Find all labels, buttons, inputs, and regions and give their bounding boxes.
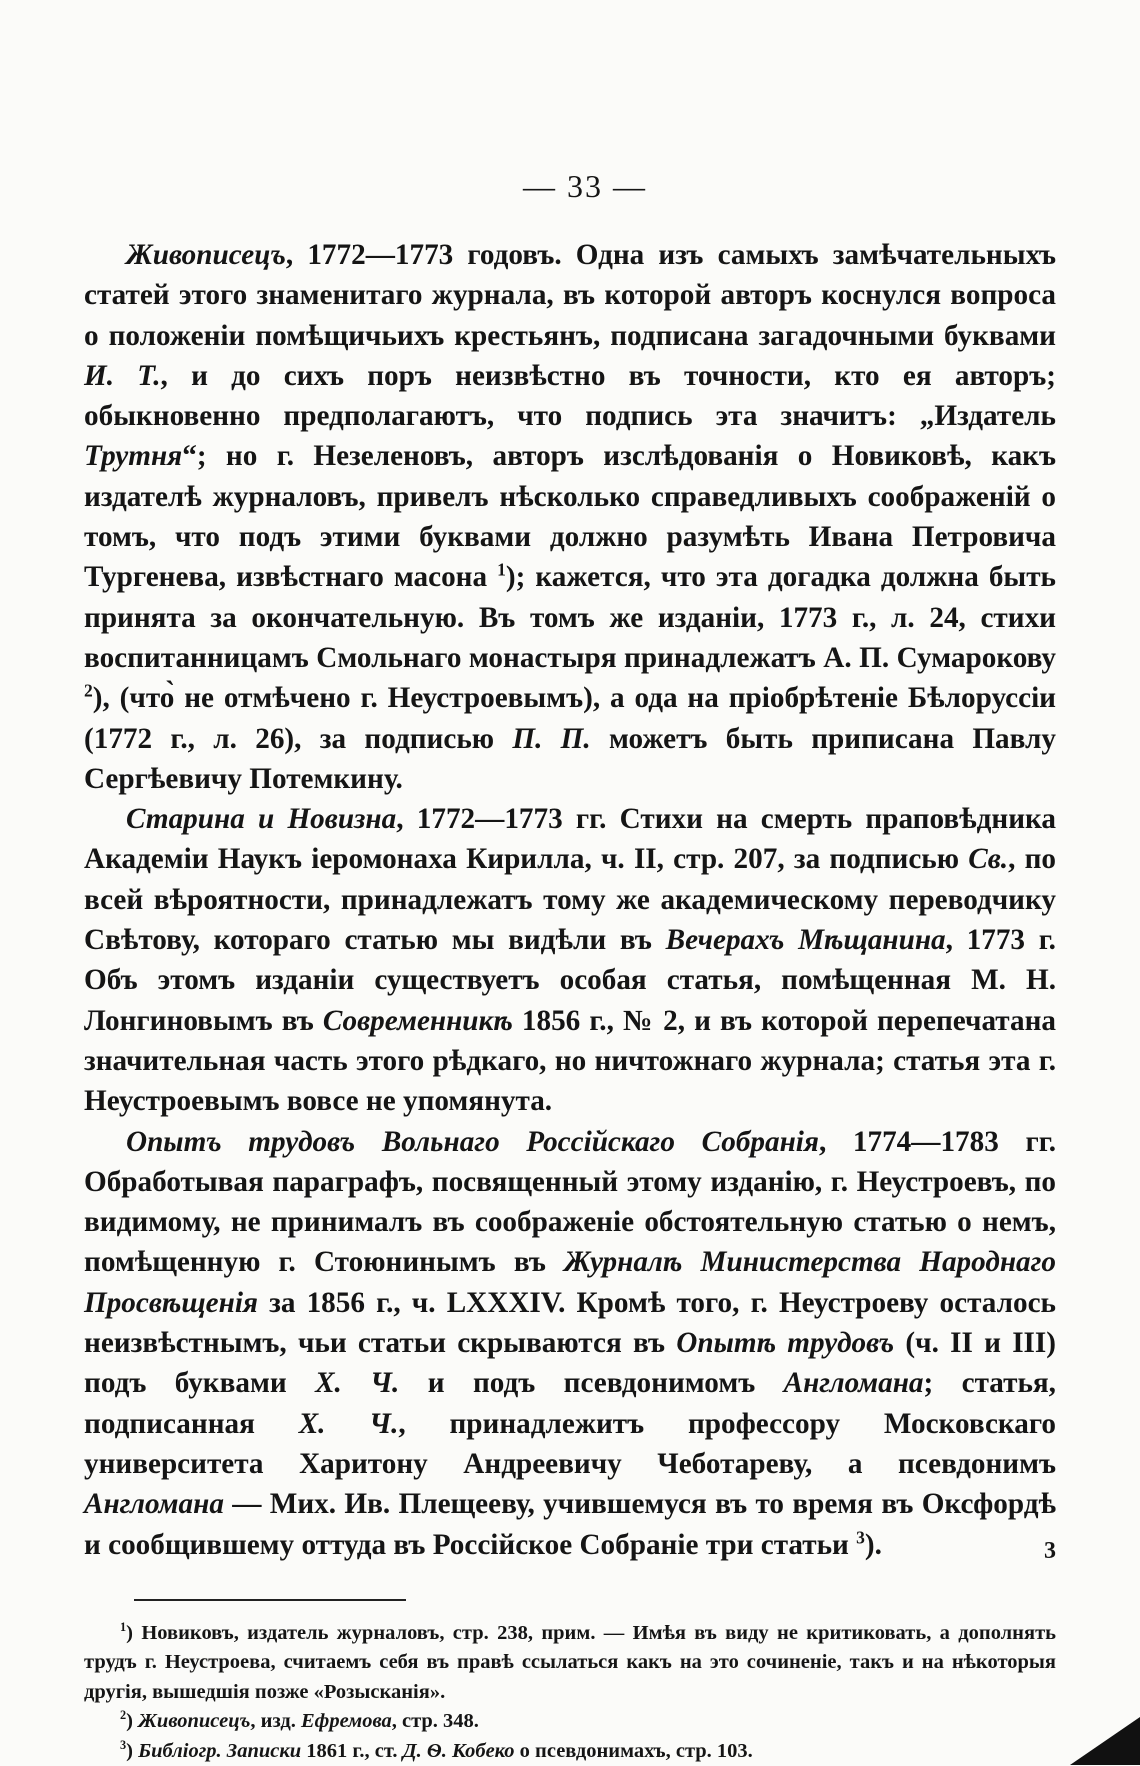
italic-title: Д. Ѳ. Кобеко xyxy=(402,1739,515,1762)
signature-mark: 3 xyxy=(1044,1538,1056,1564)
footnote-ref: 2 xyxy=(120,1708,127,1723)
text-run: о псевдонимахъ, стр. 103. xyxy=(514,1739,753,1762)
italic-title: Библіогр. Записки xyxy=(138,1739,302,1762)
italic-title: Старина и Новизна xyxy=(126,803,397,836)
text-run: (ч. II и III) подъ буквами xyxy=(84,1327,1056,1400)
italic-title: Вечерахъ Мѣщанина xyxy=(665,924,946,957)
page-number: — 33 — xyxy=(523,168,647,204)
italic-title: И. Т. xyxy=(84,359,161,392)
italic-title: Живописецъ xyxy=(126,239,286,271)
text-run: за 1856 г., ч. LXXXIV. Кромѣ того, г. Неустроеву осталось неизвѣстнымъ, чьи статьи скрываются въ xyxy=(84,1286,1056,1360)
text-run: , и до сихъ поръ неизвѣстно въ точности, кто ея авторъ; обыкновенно предполагаютъ, что подпись эта значитъ: „Издатель xyxy=(84,359,1056,433)
text-run: ). xyxy=(864,1528,882,1561)
page-corner-shadow xyxy=(1070,1717,1140,1765)
text-run: , 1773 г. Объ этомъ изданіи существуетъ особая статья, помѣщенная М. Н. Лонгиновымъ въ xyxy=(84,924,1056,1037)
text-run: , 1772—1773 гг. Стихи на смерть праповѣдника Академіи Наукъ іеромонаха Кирилла, ч. II, стр. 207, за подписью xyxy=(84,803,1056,876)
paragraph xyxy=(84,799,1056,1121)
footnotes xyxy=(84,1619,1056,1766)
italic-title: Англомана xyxy=(783,1367,924,1400)
text-run: , изд. xyxy=(250,1710,301,1733)
text-run: , 1772—1773 годовъ. Одна изъ самыхъ замѣчательныхъ статей этого знаменитаго журнала, въ которой авторъ коснулся вопроса о положеніи помѣщичьихъ крестьянъ, подписана загадочными буквами xyxy=(84,239,1056,352)
footnote-ref: 2 xyxy=(84,680,93,701)
text-run: ) Новиковъ, издатель журналовъ, стр. 238, прим. — Имѣя въ виду не критиковать, а дополнять трудъ г. Неустроева, считаемъ себя въ правѣ ссылаться какъ на это сочиненіе, такъ и на нѣкоторыя другія, вышедшія позже «Розысканія». xyxy=(84,1621,1056,1703)
text-run: ) xyxy=(126,1710,139,1733)
footnote-divider xyxy=(134,1599,406,1601)
italic-title: Х. Ч. xyxy=(315,1367,400,1400)
text-run: 1861 г., ст. xyxy=(301,1739,403,1762)
italic-title: Опытѣ трудовъ xyxy=(676,1327,895,1360)
paragraph xyxy=(84,235,1056,799)
footnote xyxy=(84,1737,1056,1766)
text-run: , по всей вѣроятности, принадлежатъ тому же академическому переводчику Свѣтову, котораго статью мы видѣли въ xyxy=(84,843,1056,957)
italic-title: Англомана xyxy=(84,1488,224,1521)
italic-title: Современникѣ xyxy=(322,1004,513,1037)
text-run: можетъ быть приписана Павлу Сергѣевичу Потемкину. xyxy=(84,722,1056,795)
footnote-ref: 3 xyxy=(856,1526,865,1547)
italic-title: Св. xyxy=(968,843,1009,876)
footnote-ref: 3 xyxy=(120,1737,127,1752)
text-run: “; но г. Незеленовъ, авторъ изслѣдованія о Новиковѣ, какъ издателѣ журналовъ, привелъ нѣсколько справедливыхъ соображеній о томъ, что подъ этими буквами должно разумѣть Ивана Петровича Тургенева, извѣстнаго масона xyxy=(84,440,1056,594)
italic-title: Журналѣ Министерства Народнаго Просвѣщенія xyxy=(84,1246,1056,1319)
italic-title: Трутня xyxy=(84,440,183,473)
paragraph xyxy=(84,1122,1056,1565)
text-run: , 1774—1783 гг. Обработывая параграфъ, посвященный этому изданію, г. Неустроевъ, по видимому, не принималъ въ соображеніе обстоятельную статью о немъ, помѣщенную г. Стоюнинымъ въ xyxy=(84,1125,1056,1279)
footnote-ref: 1 xyxy=(120,1619,127,1634)
text-run: ) xyxy=(126,1739,139,1762)
italic-title: Живописецъ xyxy=(138,1710,251,1733)
italic-title: Х. Ч. xyxy=(298,1407,399,1440)
italic-title: П. П. xyxy=(512,722,591,755)
body-text xyxy=(84,235,1056,1565)
text-run: ), (что̀ не отмѣчено г. Неустроевымъ), а ода на пріобрѣтеніе Бѣлоруссіи (1772 г., л. 26), за подписью xyxy=(84,682,1056,755)
footnote-ref: 1 xyxy=(497,559,506,580)
text-run: , стр. 348. xyxy=(391,1710,479,1733)
footnote xyxy=(84,1619,1056,1708)
text-run: ); кажется, что эта догадка должна быть принята за окончательную. Въ томъ же изданіи, 1773 г., л. 24, стихи воспитанницамъ Смольнаго монастыря принадлежатъ А. П. Сумарокову xyxy=(84,561,1056,674)
footnote xyxy=(84,1707,1056,1737)
text-run: и подъ псевдонимомъ xyxy=(399,1367,784,1400)
page xyxy=(84,168,1056,1766)
text-run: — Мих. Ив. Плещееву, учившемуся въ то время въ Оксфордѣ и сообщившему оттуда въ Россійское Собраніе три статьи xyxy=(84,1488,1056,1561)
text-run: 1856 г., № 2, и въ которой перепечатана значительная часть этого рѣдкаго, но ничтожнаго журнала; статья эта г. Неустроевымъ вовсе не упомянута. xyxy=(84,1004,1056,1118)
text-run: , принадлежитъ профессору Московскаго университета Харитону Андреевичу Чеботареву, а псевдонимъ xyxy=(84,1407,1056,1480)
italic-title: Опытъ трудовъ Вольнаго Россійскаго Собранія xyxy=(126,1125,819,1158)
text-run: ; статья, подписанная xyxy=(84,1367,1056,1440)
italic-title: Ефремова xyxy=(300,1710,392,1733)
